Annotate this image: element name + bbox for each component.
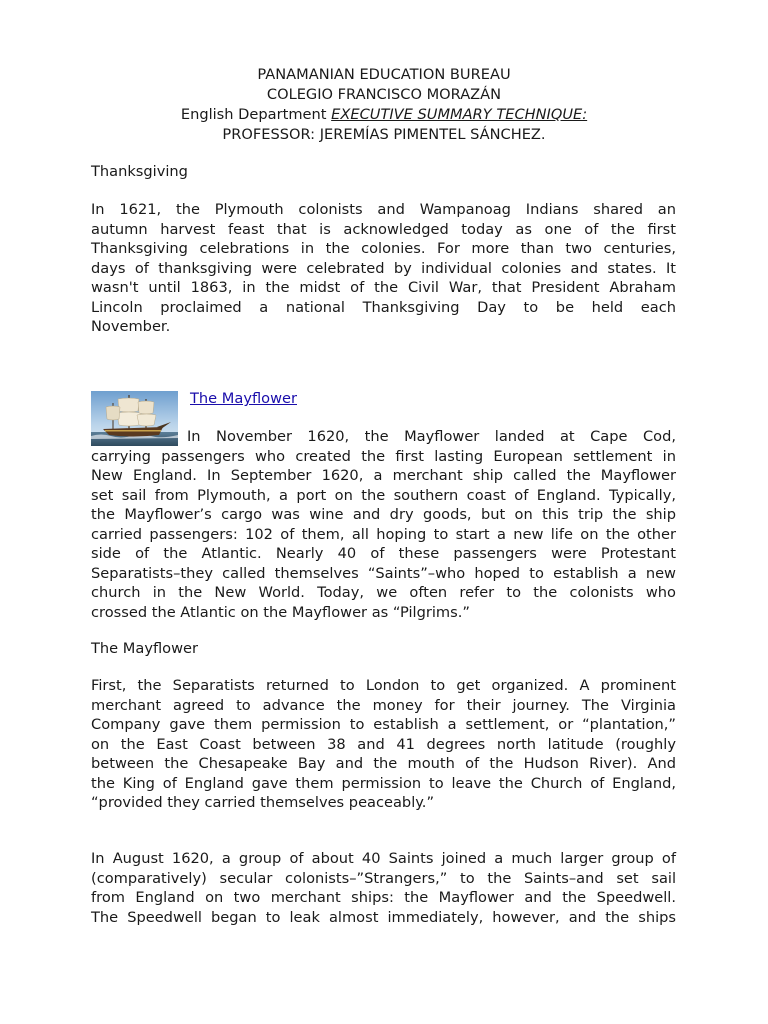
paragraph-line: Separatists–they called themselves “Saints”–who hoped to establish a new — [91, 564, 676, 582]
paragraph-line: In November 1620, the Mayflower landed at Cape Cod, — [187, 428, 676, 445]
paragraph-line: carrying passengers who created the first lasting European settlement in — [91, 447, 676, 465]
school-title: COLEGIO FRANCISCO MORAZÁN — [266, 86, 502, 103]
paragraph-line: First, the Separatists returned to London to get organized. A prominent — [91, 677, 676, 694]
paragraph-line: wasn't until 1863, in the midst of the Civil War, that President Abraham — [91, 279, 676, 296]
paragraph-line: In August 1620, a group of about 40 Saints joined a much larger group of — [91, 850, 676, 867]
separatists-paragraph — [91, 676, 676, 813]
paragraph-line: merchant agreed to advance the money for their journey. The Virginia — [91, 696, 676, 714]
paragraph-line: on the East Coast between 38 and 41 degrees north latitude (roughly — [91, 735, 676, 753]
department-line — [80, 105, 688, 125]
paragraph-line: set sail from Plymouth, a port on the southern coast of England. Typically, — [91, 486, 676, 504]
paragraph-line: (comparatively) secular colonists–”Strangers,” to the Saints–and set sail — [91, 869, 676, 887]
technique-title: EXECUTIVE SUMMARY TECHNIQUE: — [331, 106, 588, 123]
paragraph-line: In 1621, the Plymouth colonists and Wampanoag Indians shared an — [91, 201, 676, 218]
paragraph-line: the Mayflower’s cargo was wine and dry goods, but on this trip the ship — [91, 506, 676, 523]
thanksgiving-paragraph — [91, 200, 676, 337]
paragraph-line: days of thanksgiving were celebrated by individual colonies and states. It — [91, 259, 676, 277]
paragraph-line: church in the New World. Today, we often refer to the colonists who — [91, 584, 676, 601]
paragraph-line: crossed the Atlantic on the Mayflower as “Pilgrims.” — [91, 603, 470, 621]
paragraph-line: Thanksgiving celebrations in the colonies. For more than two centuries, — [91, 240, 676, 257]
thanksgiving-heading: Thanksgiving — [91, 163, 188, 180]
professor-line: PROFESSOR: JEREMÍAS PIMENTEL SÁNCHEZ. — [222, 126, 546, 143]
paragraph-line: New England. In September 1620, a merchant ship called the Mayflower — [91, 467, 676, 484]
voyage-paragraph — [91, 849, 676, 927]
paragraph-line: Lincoln proclaimed a national Thanksgiving Day to be held each — [91, 298, 676, 316]
paragraph-line: autumn harvest feast that is acknowledged today as one of the first — [91, 220, 676, 238]
bureau-title: PANAMANIAN EDUCATION BUREAU — [257, 66, 511, 83]
paragraph-line: carried passengers: 102 of them, all hoping to start a new life on the other — [91, 525, 676, 543]
paragraph-line: from England on two merchant ships: the Mayflower and the Speedwell. — [91, 889, 676, 906]
department-label: English Department — [180, 106, 332, 123]
mayflower-link[interactable]: The Mayflower — [190, 390, 297, 407]
paragraph-line: “provided they carried themselves peaceably.” — [91, 794, 435, 811]
paragraph-line: November. — [91, 318, 171, 335]
mayflower-heading: The Mayflower — [91, 640, 198, 657]
paragraph-line: Company gave them permission to establish a settlement, or “plantation,” — [91, 716, 676, 733]
paragraph-line: the King of England gave them permission to leave the Church of England, — [91, 774, 676, 792]
paragraph-line: between the Chesapeake Bay and the mouth of the Hudson River). And — [91, 755, 676, 772]
paragraph-line: The Speedwell began to leak almost immediately, however, and the ships — [91, 908, 676, 926]
mayflower-paragraph — [91, 427, 676, 622]
document-header — [80, 65, 688, 145]
paragraph-line: side of the Atlantic. Nearly 40 of these passengers were Protestant — [91, 545, 676, 562]
